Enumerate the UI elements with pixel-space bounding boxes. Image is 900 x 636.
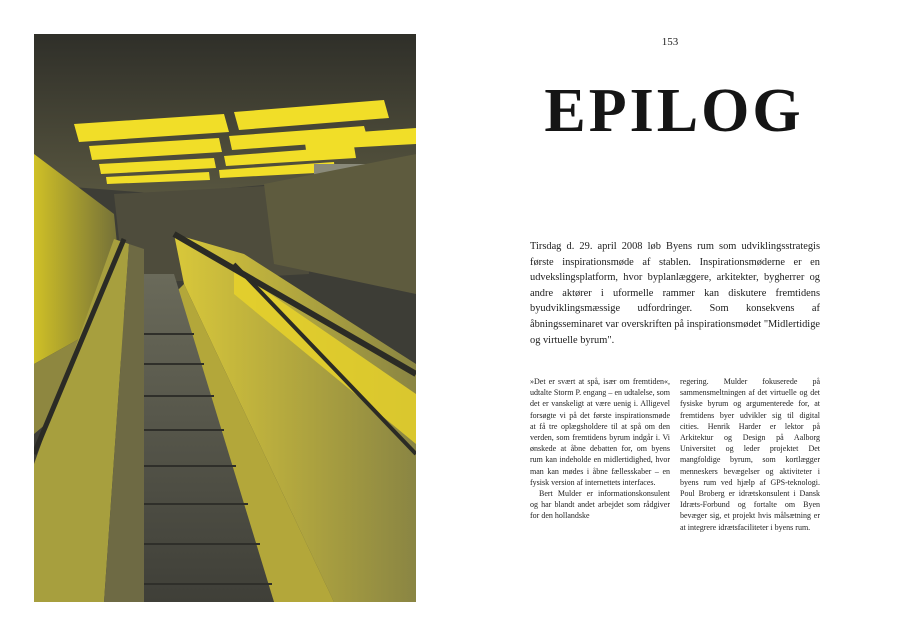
body-columns	[530, 376, 820, 533]
escalator-photo	[34, 34, 416, 602]
body-paragraph: »Det er svært at spå, især om fremtiden«, udtalte Storm P. engang – en udtalelse, som det er vanskeligt at være uenig i. Alligevel forsøgte vi på det første inspirationsmøde at få tre oplægsholdere til at spå om den verden, som fremtidens byrum indgår i. Vi ønskede at åbne debatten for, om byens rum kan indeholde en midlertidighed, hvor man kan mødes i åbne fællesskaber – en fysisk version af internettets interfaces.	[530, 377, 670, 487]
lead-paragraph: Tirsdag d. 29. april 2008 løb Byens rum som udviklingsstrategis første inspirationsmøde af stablen. Inspirationsmøderne er en udvekslingsplatform, hvor byplanlæggere, arkitekter, bygherrer og andre aktører i uformelle rammer kan diskutere fremtidens byudviklingsmæssige udfordringer. Som konsekvens af åbningsseminaret var overskriften på inspirationsmødet "Midlertidige og virtuelle byrum".	[530, 241, 820, 346]
body-paragraph: regering. Mulder fokuserede på sammensmeltningen af det virtuelle og det fysiske byrum og argumenterede for, at fremtidens byer udvikler sig til digital cities. Henrik Harder er lektor på Arkitektur og Design på Aalborg Universitet og leder projektet Det mangfoldige byrum, som kortlægger menneskers bevægelser og aktiviteter i byens rum ved hjælp af GPS-teknologi. Poul Broberg er idrætskonsulent i Dansk Idræts-Forbund og fortalte om Byen bevæger sig, et projekt hvis målsætning er at integrere idrætsfaciliteter i byens rum.	[680, 377, 820, 532]
body-column-left	[530, 376, 670, 533]
chapter-title: EPILOG	[544, 77, 804, 145]
body-paragraph: Bert Mulder er informationskonsulent og har blandt andet arbejdet som rådgiver for den hollandske	[530, 489, 670, 521]
text-page	[500, 0, 860, 636]
page-number: 153	[661, 36, 679, 48]
body-column-right	[680, 376, 820, 533]
escalator-illustration	[34, 34, 416, 602]
